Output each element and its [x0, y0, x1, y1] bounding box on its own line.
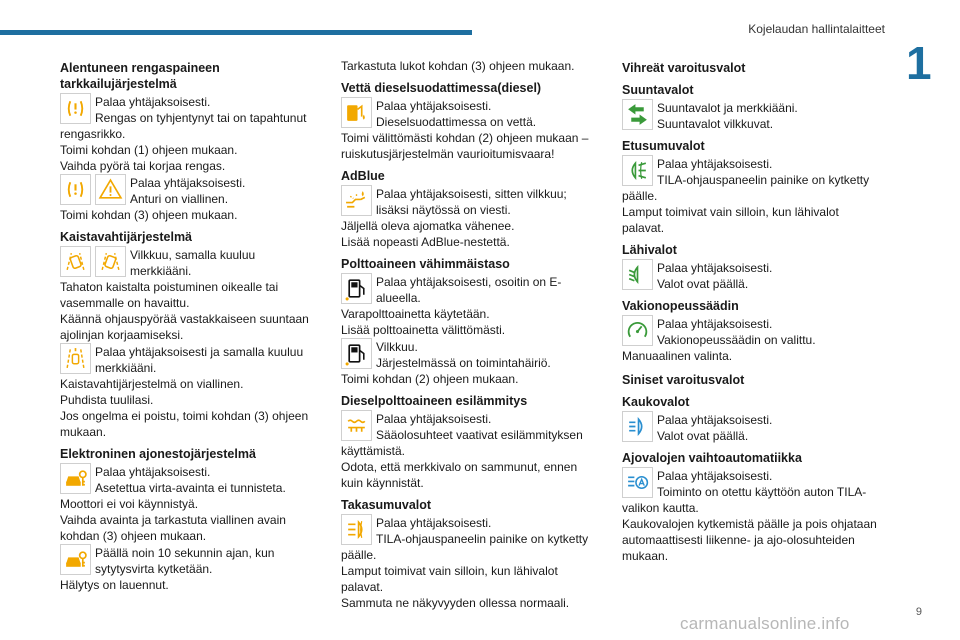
warning-entry: Palaa yhtäjaksoisesti. TILA-ohjauspaneelin painike on kytketty päälle. Lamput toimivat vain silloin, kun lähivalot palavat.	[622, 157, 870, 235]
rear-fog-light-icon	[341, 514, 372, 545]
section-title: Takasumuvalot	[341, 498, 432, 512]
warning-entry: Suuntavalot ja merkkiääni. Suuntavalot vilkkuvat.	[622, 99, 878, 132]
section-title: Alentuneen rengaspaineen tarkkailujärjestelmä	[60, 61, 220, 91]
intro-text: Tarkastuta lukot kohdan (3) ohjeen mukaan.	[341, 59, 575, 73]
lane-departure-icon	[95, 246, 126, 277]
group-heading-green: Vihreät varoitusvalot	[622, 61, 746, 75]
watermark: carmanualsonline.info	[680, 614, 850, 633]
lane-departure-icon	[60, 246, 91, 277]
warning-entry: Palaa yhtäjaksoisesti ja samalla kuuluu merkkiääni. Kaistavahtijärjestelmä on viallinen. Puhdista tuulilasi. Jos ongelma ei poistu, toimi kohdan (3) ohjeen mukaan.	[60, 345, 309, 439]
alarm-car-key-icon	[60, 544, 91, 575]
warning-triangle-icon	[95, 174, 126, 205]
chapter-number: 1	[906, 37, 932, 89]
main-beam-icon	[622, 411, 653, 442]
warning-entry: Palaa yhtäjaksoisesti. Rengas on tyhjentynyt tai on tapahtunut rengasrikko. Toimi kohdan (1) ohjeen mukaan. Vaihda pyörä tai korjaa rengas.	[60, 95, 307, 173]
warning-entry: Palaa yhtäjaksoisesti. Valot ovat päällä.	[622, 259, 878, 292]
section-title: Kaistavahtijärjestelmä	[60, 230, 193, 244]
dipped-beam-icon	[622, 259, 653, 290]
section-title: Vettä dieselsuodattimessa(diesel)	[341, 81, 542, 95]
section-title: Lähivalot	[622, 243, 677, 257]
front-fog-light-icon	[622, 155, 653, 186]
warning-entry: Palaa yhtäjaksoisesti. Toiminto on otettu käyttöön auton TILA-valikon kautta. Kaukovalojen kytkemistä päälle ja pois ohjataan automaattisesti liikenne- ja ajo-olosuhteiden mukaan.	[622, 469, 877, 563]
lane-assist-fault-icon	[60, 343, 91, 374]
page-number: 9	[915, 606, 922, 618]
warning-entry: Palaa yhtäjaksoisesti, osoitin on E-alueella. Varapolttoainetta käytetään. Lisää polttoainetta välittömästi.	[341, 275, 562, 337]
section-title: AdBlue	[341, 169, 385, 183]
glow-plug-icon	[341, 410, 372, 441]
warning-entry: Palaa yhtäjaksoisesti. Sääolosuhteet vaativat esilämmityksen käyttämistä. Odota, että merkkivalo on sammunut, ennen kuin käynnistät.	[341, 412, 583, 490]
immobiliser-car-key-icon	[60, 463, 91, 494]
warning-entry: Palaa yhtäjaksoisesti, sitten vilkkuu; lisäksi näytössä on viesti. Jäljellä oleva ajomatka vähenee. Lisää nopeasti AdBlue-nestettä.	[341, 187, 567, 249]
turn-signal-arrows-icon	[622, 99, 653, 130]
column-1	[60, 58, 310, 593]
column-2	[341, 58, 597, 611]
section-title: Elektroninen ajonestojärjestelmä	[60, 447, 256, 461]
section-title: Polttoaineen vähimmäistaso	[341, 257, 510, 271]
fuel-pump-icon	[341, 338, 372, 369]
header-accent-bar	[0, 30, 472, 35]
section-title: Suuntavalot	[622, 83, 694, 97]
section-title: Kaukovalot	[622, 395, 690, 409]
warning-entry: Palaa yhtäjaksoisesti. Valot ovat päällä.	[622, 411, 878, 444]
fuel-pump-icon	[341, 273, 372, 304]
water-in-diesel-icon	[341, 97, 372, 128]
section-title: Ajovalojen vaihtoautomatiikka	[622, 451, 802, 465]
group-heading-blue: Siniset varoitusvalot	[622, 373, 745, 387]
warning-entry: Palaa yhtäjaksoisesti. Asetettua virta-avainta ei tunnisteta. Moottori ei voi käynnistyä. Vaihda avainta ja tarkastuta viallinen avain kohdan (3) ohjeen mukaan.	[60, 465, 286, 543]
tyre-pressure-warning-icon	[60, 93, 91, 124]
warning-entry: Palaa yhtäjaksoisesti. Vakionopeussäädin on valittu. Manuaalinen valinta.	[622, 317, 816, 363]
warning-entry: Vilkkuu, samalla kuuluu merkkiääni. Tahaton kaistalta poistuminen oikealle tai vasemmalle on havaittu. Käännä ohjauspyörää vastakkaiseen suuntaan ajolinjan korjaamiseksi.	[60, 248, 309, 342]
column-3	[622, 58, 878, 564]
warning-entry: Päällä noin 10 sekunnin ajan, kun sytytysvirta kytketään. Hälytys on lauennut.	[60, 546, 275, 592]
warning-entry: Palaa yhtäjaksoisesti. Anturi on viallinen. Toimi kohdan (3) ohjeen mukaan.	[60, 176, 246, 222]
warning-entry: Palaa yhtäjaksoisesti. Dieselsuodattimessa on vettä. Toimi välittömästi kohdan (2) ohjeen mukaan – ruiskutusjärjestelmän vaurioitumisvaara!	[341, 99, 589, 161]
auto-main-beam-icon	[622, 467, 653, 498]
cruise-control-icon	[622, 315, 653, 346]
tyre-pressure-warning-icon	[60, 174, 91, 205]
warning-entry: Vilkkuu. Järjestelmässä on toimintahäiriö. Toimi kohdan (2) ohjeen mukaan.	[341, 340, 551, 386]
section-title: Etusumuvalot	[622, 139, 705, 153]
page-header-title: Kojelaudan hallintalaitteet	[748, 22, 885, 36]
warning-entry: Palaa yhtäjaksoisesti. TILA-ohjauspaneelin painike on kytketty päälle. Lamput toimivat vain silloin, kun lähivalot palavat. Sammuta ne näkyvyyden ollessa normaali.	[341, 516, 589, 610]
section-title: Vakionopeussäädin	[622, 299, 739, 313]
section-title: Dieselpolttoaineen esilämmitys	[341, 394, 528, 408]
adblue-icon	[341, 185, 372, 216]
